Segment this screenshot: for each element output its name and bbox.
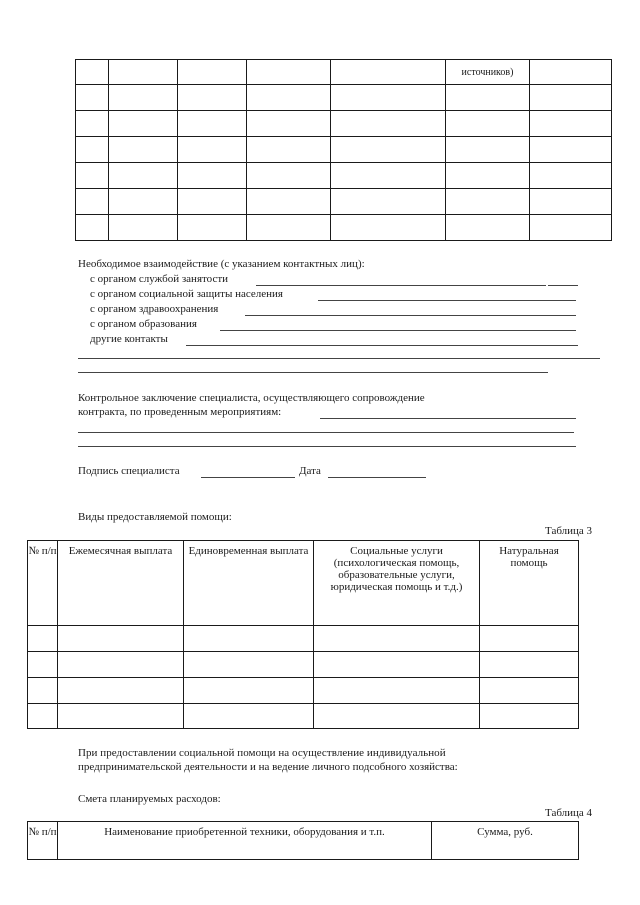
col-number: № п/п	[28, 545, 57, 557]
table-row[interactable]	[28, 678, 579, 704]
help-types-heading: Виды предоставляемой помощи:	[78, 511, 232, 523]
signature-label: Подпись специалиста	[78, 465, 180, 477]
table-row[interactable]	[76, 137, 612, 163]
table-row[interactable]	[76, 189, 612, 215]
estimate-table	[27, 821, 579, 860]
health-field[interactable]	[245, 315, 576, 316]
other-contacts-field[interactable]	[186, 345, 578, 346]
interaction-item-employment: с органом службой занятости	[90, 273, 229, 285]
col-monthly: Ежемесячная выплата	[68, 545, 173, 557]
social-field[interactable]	[318, 300, 576, 301]
col-equipment-name: Наименование приобретенной техники, оборудования и т.п.	[104, 826, 385, 838]
col-sum: Сумма, руб.	[477, 826, 533, 838]
interaction-heading: Необходимое взаимодействие (с указанием контактных лиц):	[78, 258, 365, 270]
employment-field[interactable]	[256, 285, 546, 286]
col-number: № п/п	[28, 826, 57, 838]
table-row[interactable]	[28, 652, 579, 678]
education-field[interactable]	[220, 330, 576, 331]
interaction-item-education: с органом образования	[90, 318, 197, 330]
blank-line[interactable]	[78, 446, 576, 447]
interaction-item-other: другие контакты	[90, 333, 168, 345]
date-label: Дата	[299, 465, 321, 477]
table-row	[76, 60, 612, 85]
business-line2: предпринимательской деятельности и на ведение личного подсобного хозяйства:	[78, 761, 458, 773]
employment-field-extra[interactable]	[548, 285, 578, 286]
conclusion-field[interactable]	[320, 418, 576, 419]
table-row[interactable]	[76, 111, 612, 137]
col-in-kind: Натуральная помощь	[499, 545, 559, 569]
conclusion-line1: Контрольное заключение специалиста, осуществляющего сопровождение	[78, 392, 425, 404]
table-row[interactable]	[28, 704, 579, 729]
table-row[interactable]	[76, 163, 612, 189]
blank-line[interactable]	[78, 358, 600, 359]
blank-line[interactable]	[78, 372, 548, 373]
top-table	[75, 59, 612, 241]
table3-label: Таблица 3	[545, 525, 593, 537]
table-header-row	[28, 822, 579, 860]
col-one-time: Единовременная выплата	[188, 545, 309, 557]
col-social-services: Социальные услуги (психологическая помощь, образовательные услуги, юридическая помощь и т.д.)	[330, 545, 463, 593]
table-row[interactable]	[76, 85, 612, 111]
table-header-row	[28, 541, 579, 626]
table-row[interactable]	[28, 626, 579, 652]
business-line1: При предоставлении социальной помощи на осуществление индивидуальной	[78, 747, 446, 759]
help-types-table	[27, 540, 579, 729]
interaction-item-social: с органом социальной защиты населения	[90, 288, 283, 300]
date-field[interactable]	[328, 477, 426, 478]
header-fragment: источников)	[461, 66, 514, 78]
blank-line[interactable]	[78, 432, 574, 433]
signature-field[interactable]	[201, 477, 295, 478]
table-row[interactable]	[76, 215, 612, 241]
table4-label: Таблица 4	[545, 807, 593, 819]
interaction-item-health: с органом здравоохранения	[90, 303, 219, 315]
estimate-heading: Смета планируемых расходов:	[78, 793, 221, 805]
conclusion-line2: контракта, по проведенным мероприятиям:	[78, 406, 282, 418]
